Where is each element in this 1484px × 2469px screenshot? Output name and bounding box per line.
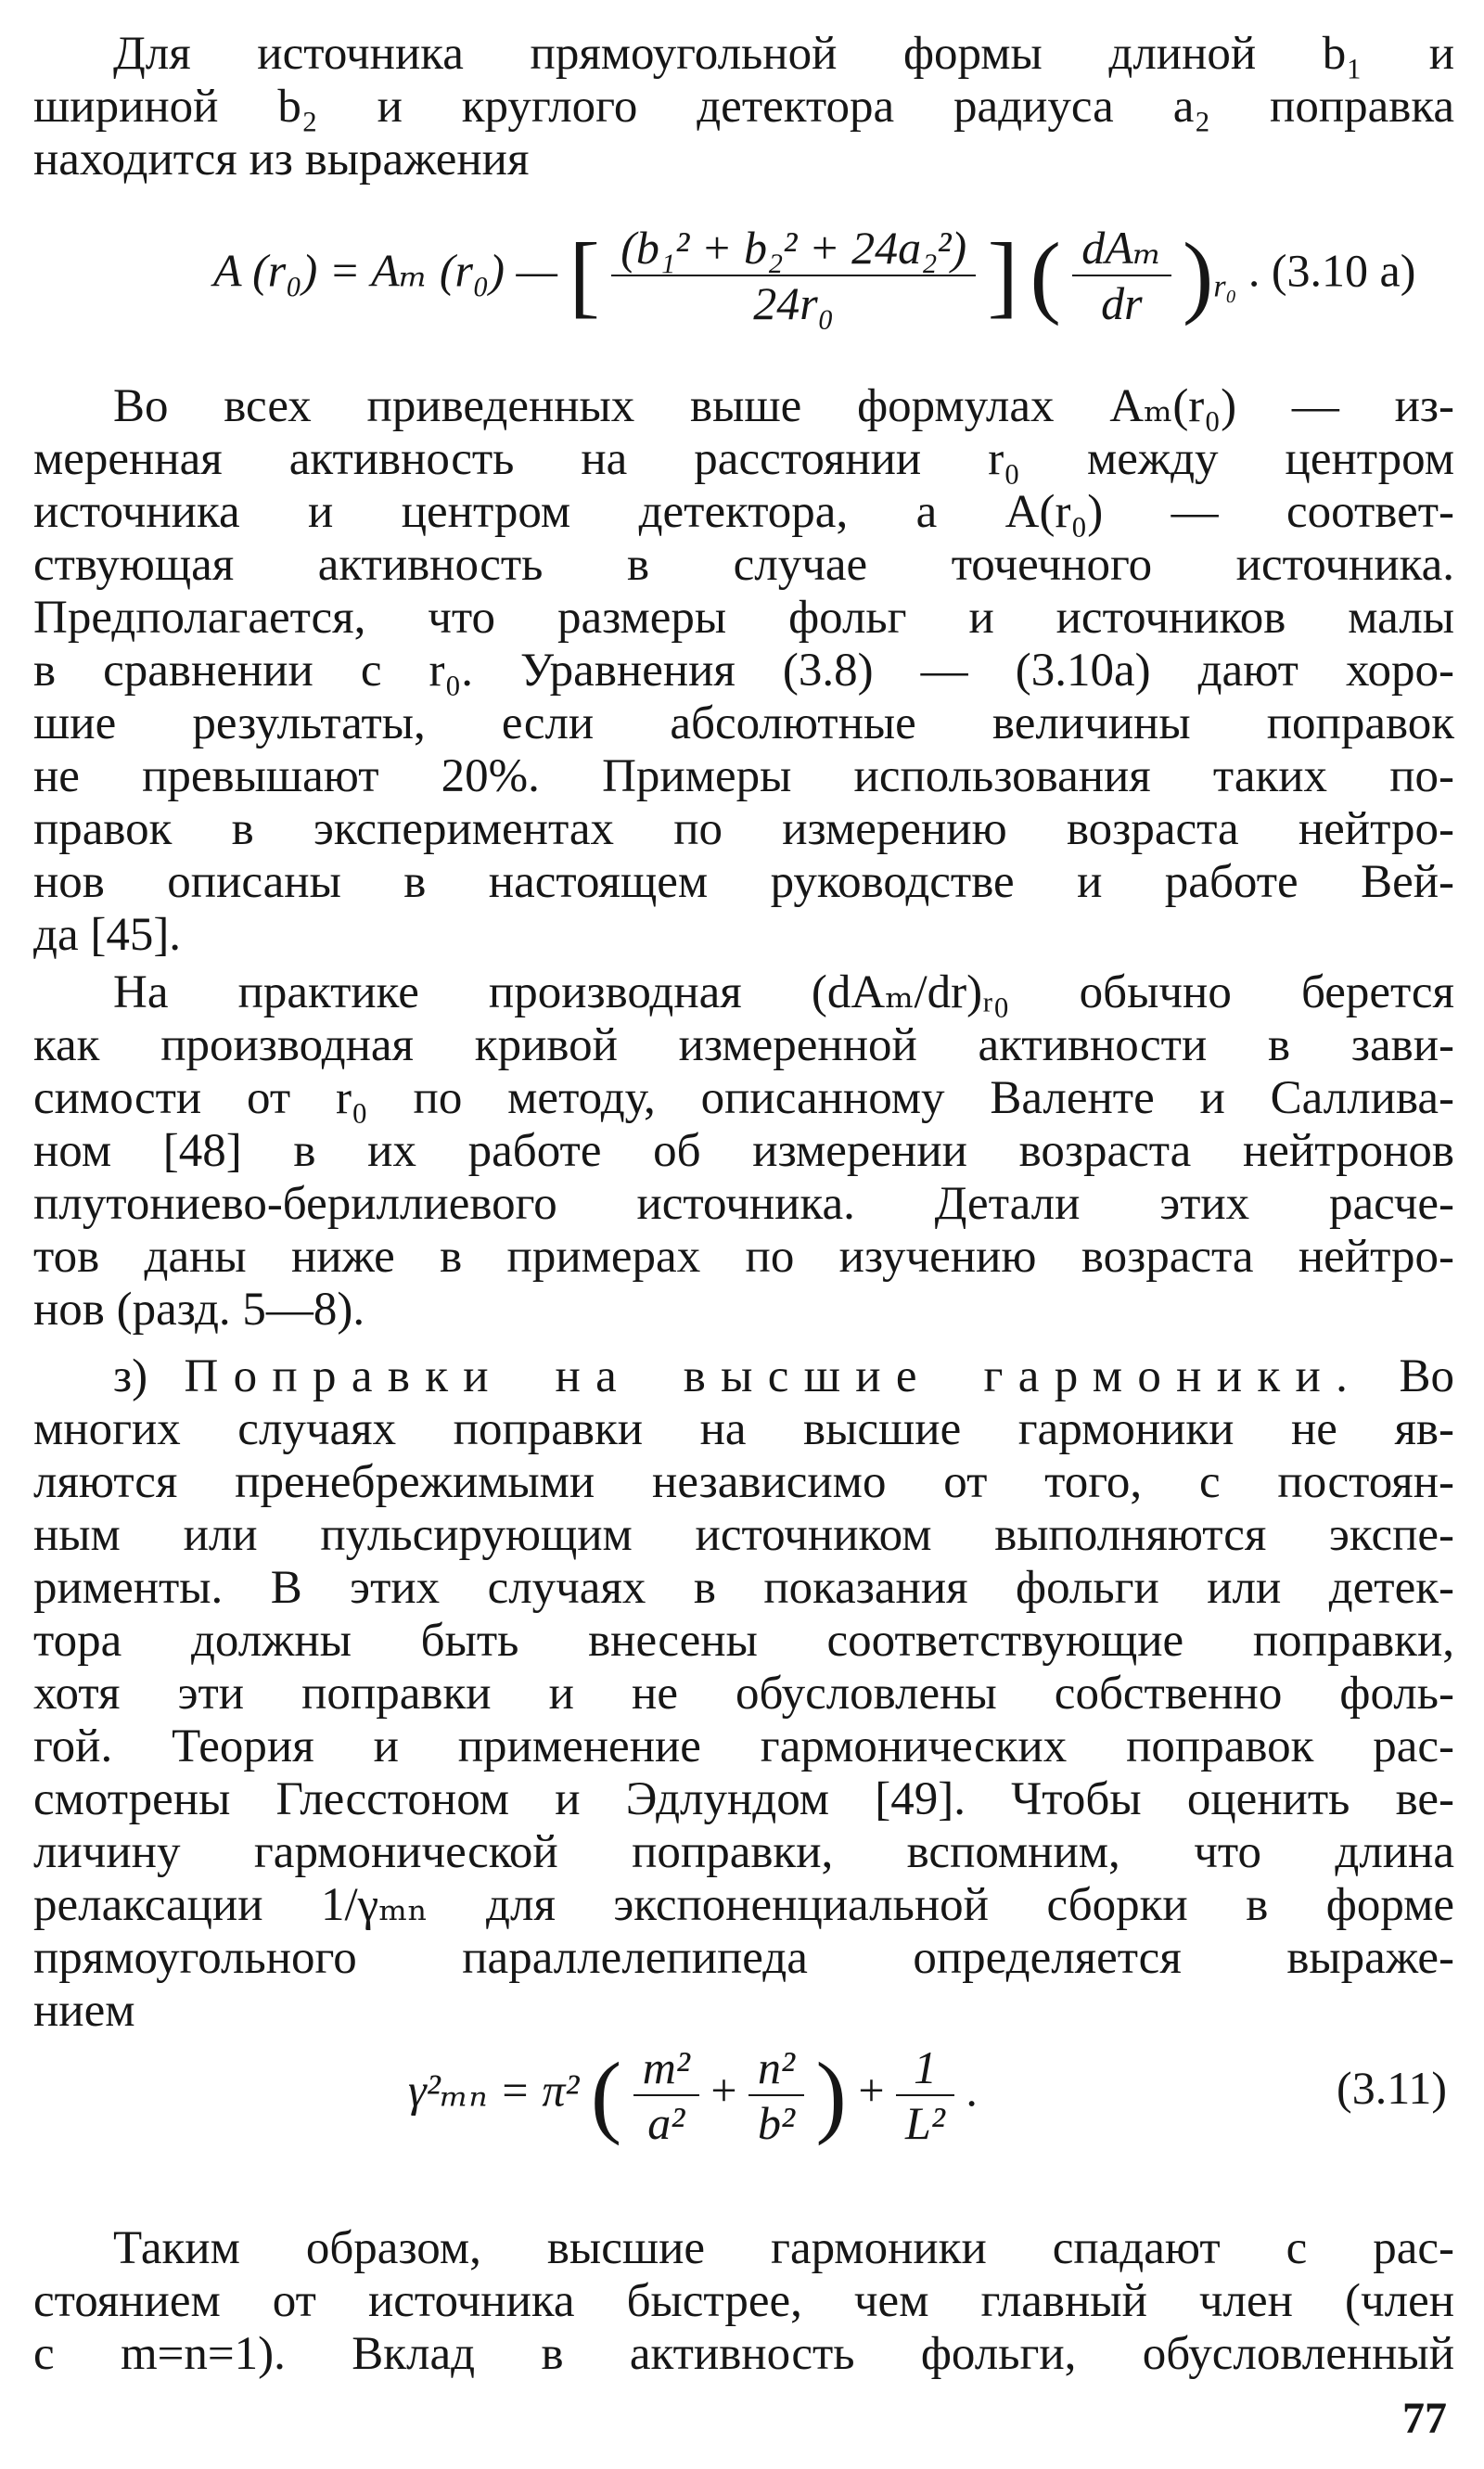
text-line: шие результаты, если абсолютные величины поправок — [33, 697, 1454, 749]
text-line: тов даны ниже в примерах по изучению возраста нейтро- — [33, 1231, 1454, 1283]
text-line: ствующая активность в случае точечного источника. — [33, 539, 1454, 591]
text-line — [33, 1350, 1454, 1403]
fraction-numerator: (b₁² + b₂² + 24a₂²) — [611, 221, 976, 276]
fraction-n — [748, 2040, 804, 2150]
plus-sign: + — [858, 2064, 897, 2117]
bracket-close: ] — [987, 224, 1018, 326]
text-line: плутониево-бериллиевого источника. Детали этих расче- — [33, 1178, 1454, 1230]
bracket-open: [ — [569, 224, 600, 326]
text-line: меренная активность на расстоянии r₀ между центром — [33, 433, 1454, 485]
formula-3-11 — [408, 2040, 978, 2150]
paren-close: ) — [1183, 224, 1214, 326]
text-line: тора должны быть внесены соответствующие поправки, — [33, 1615, 1454, 1667]
text-line: релаксации 1/γₘₙ для экспоненциальной сборки в форме — [33, 1879, 1454, 1931]
fraction-denominator: L² — [905, 2097, 945, 2149]
section-heading: Поправки на высшие гармоники. — [184, 1350, 1363, 1402]
fraction-m — [633, 2040, 699, 2150]
fraction-denominator: 24r₀ — [753, 277, 835, 329]
text-line: нием — [33, 1985, 135, 2037]
text-line: Предполагается, что размеры фольг и источников малы — [33, 592, 1454, 644]
text-line: На практике производная (dAₘ/dr)ᵣ₀ обычно берется — [113, 966, 1454, 1018]
text-line: прямоугольного параллелепипеда определяется выраже- — [33, 1932, 1454, 1984]
text-line: правок в экспериментах по измерению возраста нейтро- — [33, 803, 1454, 855]
equation-number: (3.11) — [1337, 2062, 1447, 2114]
heading-tail: Во — [1399, 1350, 1454, 1402]
text-line: источника и центром детектора, а A(r₀) — соответ- — [33, 486, 1454, 538]
paragraph-formulas-note — [33, 380, 1454, 962]
derivative-denominator: dr — [1101, 277, 1143, 329]
paragraph-conclusion — [33, 2222, 1454, 2381]
text-line: личину гармонической поправки, вспомним, что длина — [33, 1826, 1454, 1878]
formula-lhs: A (r₀) = Aₘ (r₀) — — [213, 244, 557, 297]
paren-close: ) — [815, 2043, 847, 2146]
text-line: рименты. В этих случаях в показания фольги или детек- — [33, 1562, 1454, 1614]
text-line: да [45]. — [33, 909, 182, 961]
text-line: в сравнении с r₀. Уравнения (3.8) — (3.10а) дают хоро- — [33, 645, 1454, 697]
text-line: ном [48] в их работе об измерении возраста нейтронов — [33, 1125, 1454, 1177]
fraction-numerator: n² — [748, 2040, 804, 2096]
text-line: не превышают 20%. Примеры использования таких по- — [33, 750, 1454, 802]
text-line: симости от r₀ по методу, описанному Валенте и Саллива- — [33, 1072, 1454, 1124]
text-line: гой. Теория и применение гармонических поправок рас- — [33, 1721, 1454, 1772]
fraction-denominator: a² — [647, 2097, 685, 2149]
formula-fraction — [611, 221, 976, 330]
text-line: находится из выражения — [33, 134, 530, 185]
plus-sign: + — [710, 2064, 749, 2117]
text-line: ным или пульсирующим источником выполняются экспе- — [33, 1509, 1454, 1561]
paragraph-derivative — [33, 966, 1454, 1337]
formula-3-10a — [213, 221, 1415, 330]
derivative-fraction — [1072, 221, 1171, 330]
text-line: многих случаях поправки на высшие гармоники не яв- — [33, 1403, 1454, 1455]
text-line: хотя эти поправки и не обусловлены собственно фоль- — [33, 1668, 1454, 1720]
text-line: смотрены Глесстоном и Эдлундом [49]. Чтобы оценить ве- — [33, 1773, 1454, 1825]
text-line: с m=n=1). Вклад в активность фольги, обусловленный — [33, 2328, 1454, 2380]
derivative-numerator: dAₘ — [1072, 221, 1171, 276]
fraction-denominator: b² — [758, 2097, 796, 2149]
derivative-subscript: r₀ — [1213, 269, 1237, 304]
text-line: как производная кривой измеренной активности в зави- — [33, 1019, 1454, 1071]
text-line: шириной b₂ и круглого детектора радиуса a₂ поправка — [33, 81, 1454, 133]
text-line: Для источника прямоугольной формы длиной b₁ и — [113, 28, 1454, 80]
paragraph-harmonics — [33, 1350, 1454, 2038]
formula-lhs: γ²ₘₙ = π² — [408, 2064, 580, 2117]
equation-number: . (3.10 a) — [1247, 244, 1416, 297]
paragraph-intro — [33, 28, 1454, 186]
paren-open: ( — [590, 2043, 622, 2146]
text-line: ляются пренебрежимыми независимо от того, с постоян- — [33, 1456, 1454, 1508]
text-line: нов (разд. 5—8). — [33, 1284, 365, 1336]
text-line: стоянием от источника быстрее, чем главный член (член — [33, 2275, 1454, 2327]
fraction-numerator: m² — [633, 2040, 699, 2096]
section-prefix: з) — [113, 1350, 185, 1402]
fraction-numerator: 1 — [896, 2040, 954, 2096]
paren-open: ( — [1030, 224, 1061, 326]
period: . — [966, 2064, 978, 2117]
fraction-l — [896, 2040, 954, 2150]
text-line: Таким образом, высшие гармоники спадают с рас- — [113, 2222, 1454, 2274]
text-line: нов описаны в настоящем руководстве и работе Вей- — [33, 856, 1454, 908]
text-line: Во всех приведенных выше формулах Aₘ(r₀) — из- — [113, 380, 1454, 432]
page-number: 77 — [1402, 2394, 1447, 2443]
